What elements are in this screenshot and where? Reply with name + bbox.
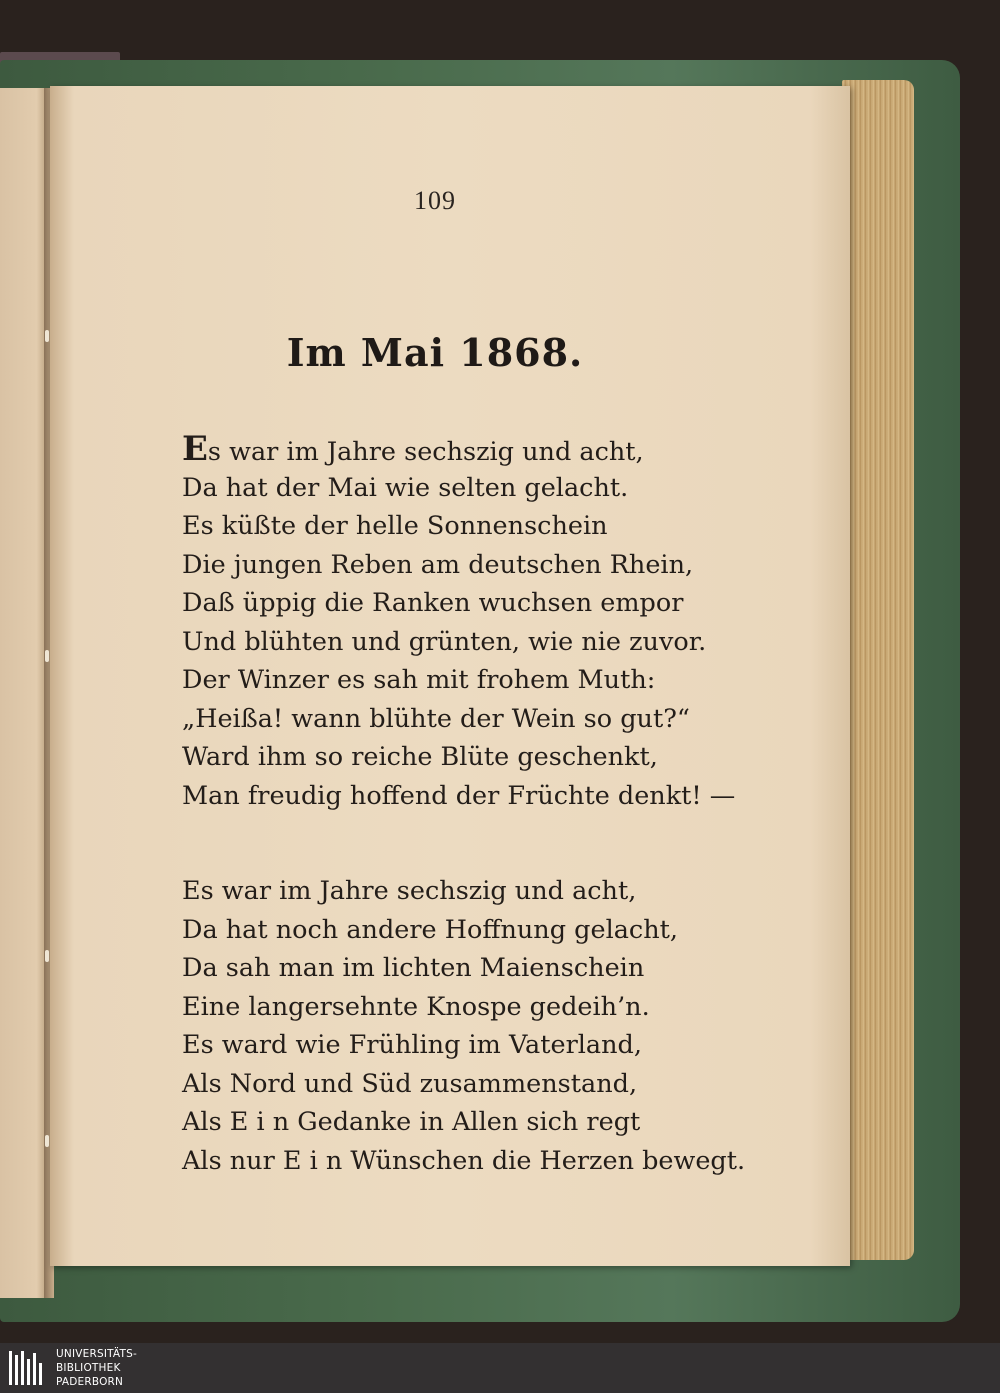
initial-letter: E xyxy=(182,429,208,469)
binding-stitch xyxy=(45,950,49,962)
binding-stitch xyxy=(45,1135,49,1147)
poem-line: Es ward wie Frühling im Vaterland, xyxy=(182,1030,642,1060)
poem-body xyxy=(182,429,746,1180)
page-fore-edge xyxy=(842,80,914,1260)
poem-line: Es küßte der helle Sonnenschein xyxy=(182,511,608,541)
poem-line: Da hat noch andere Hoffnung gelacht, xyxy=(182,914,678,945)
poem-line: Die jungen Reben am deutschen Rhein, xyxy=(182,549,694,580)
poem-line-text: s war im Jahre sechszig und acht, xyxy=(207,437,644,467)
poem-line: Daß üppig die Ranken wuchsen empor xyxy=(182,588,684,618)
poem-line: Da sah man im lichten Maienschein xyxy=(182,953,645,983)
poem-line: Ward ihm so reiche Blüte geschenkt, xyxy=(182,742,658,772)
poem-line: Der Winzer es sah mit frohem Muth: xyxy=(182,665,656,695)
stanza-1 xyxy=(182,430,742,815)
page-number: 109 xyxy=(414,186,456,215)
poem-line: Eine langersehnte Knospe gedeih’n. xyxy=(182,991,650,1022)
logo-line: PADERBORN xyxy=(56,1376,124,1388)
binding-stitch xyxy=(45,650,49,662)
poem-line: Als E i n Gedanke in Allen sich regt xyxy=(182,1107,641,1137)
stanza-2 xyxy=(182,872,746,1180)
library-footer xyxy=(0,1343,1000,1393)
stanza-gap xyxy=(182,815,742,872)
poem-line: Als Nord und Süd zusammenstand, xyxy=(182,1068,638,1099)
poem-line: Und blühten und grünten, wie nie zuvor. xyxy=(182,626,707,657)
poem-line: „Heißa! wann blühte der Wein so gut?“ xyxy=(182,703,690,734)
library-logo-text xyxy=(56,1347,137,1389)
logo-line: BIBLIOTHEK xyxy=(56,1362,121,1374)
poem-line: Es war im Jahre sechszig und acht, xyxy=(182,876,637,906)
library-logo-icon xyxy=(8,1349,46,1387)
poem-line xyxy=(182,430,742,469)
poem-line: Als nur E i n Wünschen die Herzen bewegt. xyxy=(182,1145,746,1176)
poem-title: Im Mai 1868. xyxy=(286,330,584,375)
poem-line: Da hat der Mai wie selten gelacht. xyxy=(182,472,629,503)
logo-line: UNIVERSITÄTS- xyxy=(56,1348,137,1360)
poem-line: Man freudig hoffend der Früchte denkt! — xyxy=(182,780,736,811)
left-page-edge xyxy=(0,88,46,1298)
